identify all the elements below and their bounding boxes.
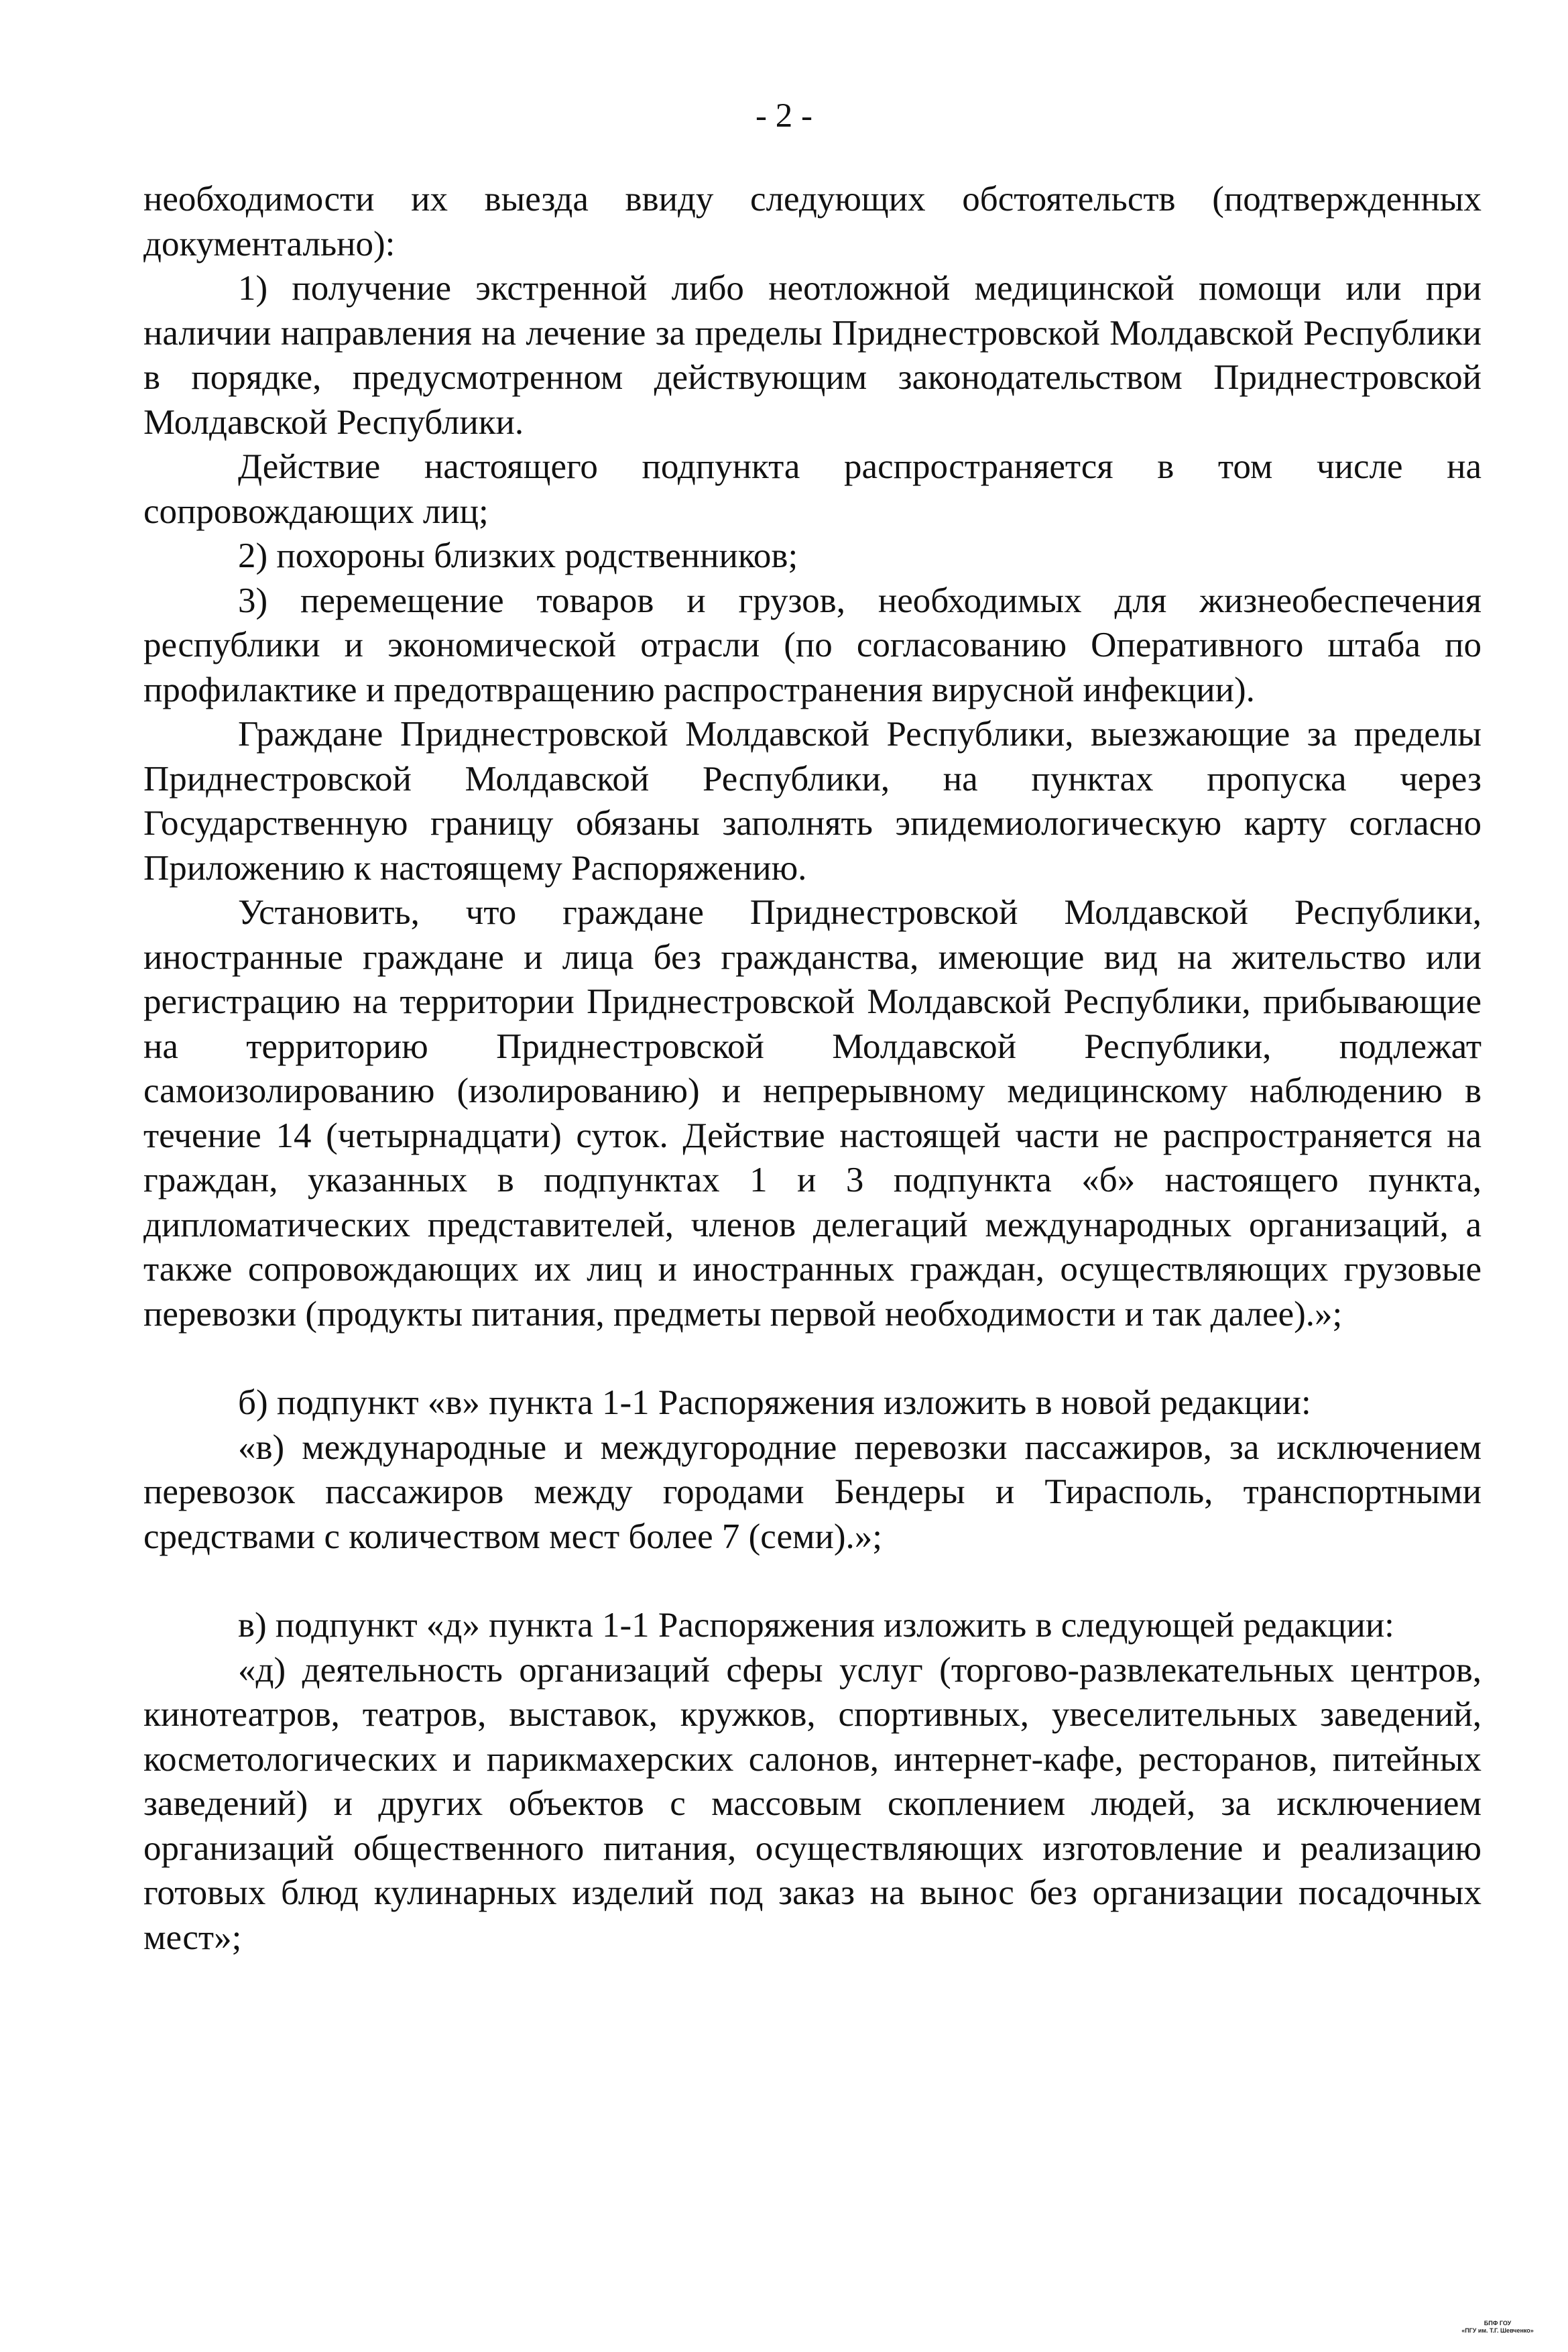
paragraph-accompanying-persons: Действие настоящего подпункта распространяется в том числе на сопровождающих лиц; — [143, 447, 1482, 531]
paragraph-continuation: необходимости их выезда ввиду следующих обстоятельств (подтвержденных документально): — [143, 180, 1482, 263]
page-number: - 2 - — [756, 97, 812, 135]
paragraph-self-isolation: Установить, что граждане Приднестровской Молдавской Республики, иностранные граждане и лица без гражданства, имеющие вид на жительство или регистрацию на территории Приднестровской Молдавской Республики, прибывающие на территорию Приднестровской Молдавской Республики, подлежат самоизолированию (изолированию) и непрерывному медицинскому наблюдению в течение 14 (четырнадцати) суток. Действие настоящей части не распространяется на граждан, указанных в подпунктах 1 и 3 подпункта «б» настоящего пункта, дипломатических представителей, членов делегаций международных организаций, а также сопровождающих их лиц и иностранных граждан, осуществляющих грузовые перевозки (продукты питания, предметы первой необходимости и так далее).»; — [143, 893, 1482, 1334]
paragraph-amendment-v-text: «д) деятельность организаций сферы услуг (торгово-развлекательных центров, кинотеатров, театров, выставок, кружков, спортивных, увеселительных заведений, косметологических и парикмахерских салонов, интернет-кафе, ресторанов, питейных заведений) и других объектов с массовым скоплением людей, за исключением организаций общественного питания, осуществляющих изготовление и реализацию готовых блюд кулинарных изделий под заказ на вынос без организации посадочных мест»; — [143, 1650, 1482, 1957]
stamp-line-1: БПФ ГОУ — [1484, 2320, 1512, 2327]
paragraph-amendment-b: б) подпункт «в» пункта 1-1 Распоряжения изложить в новой редакции: — [238, 1383, 1311, 1422]
paragraph-epidemiological-card: Граждане Приднестровской Молдавской Республики, выезжающие за пределы Приднестровской Молдавской Республики, на пунктах пропуска через Государственную границу обязаны заполнять эпидемиологическую карту согласно Приложению к настоящему Распоряжению. — [143, 715, 1482, 888]
library-stamp — [1451, 2320, 1545, 2335]
paragraph-amendment-b-text: «в) международные и междугородние перевозки пассажиров, за исключением перевозок пассажиров между городами Бендеры и Тирасполь, транспортными средствами с количеством мест более 7 (семи).»; — [143, 1427, 1482, 1556]
document-body — [143, 177, 1482, 1960]
paragraph-item-1: 1) получение экстренной либо неотложной медицинской помощи или при наличии направления на лечение за пределы Приднестровской Молдавской Республики в порядке, предусмотренном действующим законодательством Приднестровской Молдавской Республики. — [143, 269, 1482, 442]
stamp-line-2: «ПГУ им. Т.Г. Шевченко» — [1461, 2327, 1534, 2334]
paragraph-item-2: 2) похороны близких родственников; — [238, 536, 798, 575]
paragraph-amendment-v: в) подпункт «д» пункта 1-1 Распоряжения изложить в следующей редакции: — [238, 1606, 1394, 1645]
paragraph-item-3: 3) перемещение товаров и грузов, необходимых для жизнеобеспечения республики и экономической отрасли (по согласованию Оперативного штаба по профилактике и предотвращению распространения вирусной инфекции). — [143, 581, 1482, 709]
